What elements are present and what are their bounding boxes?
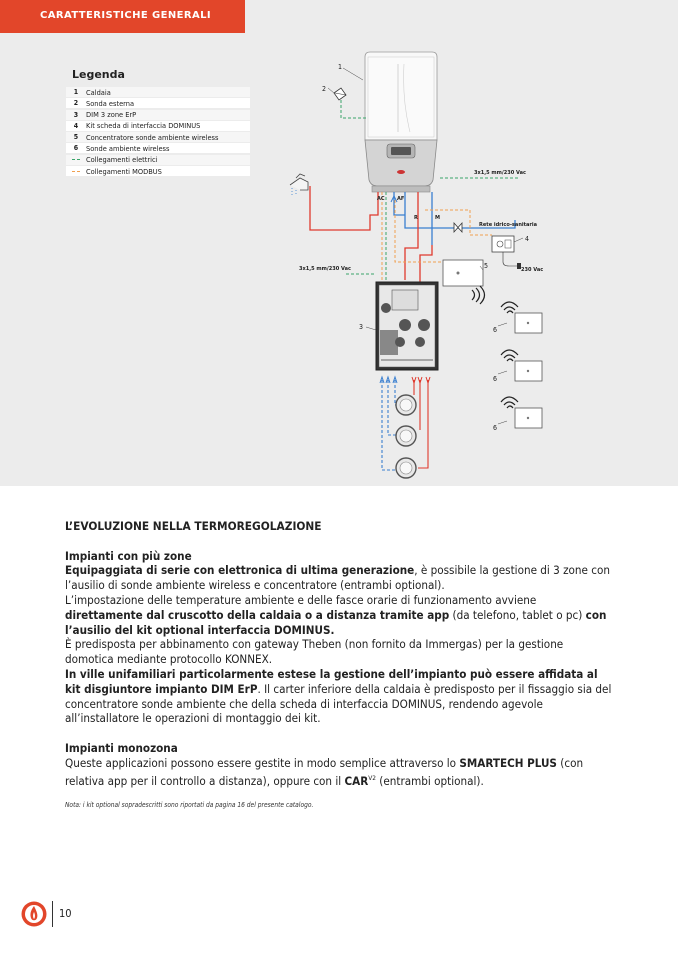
power-label-dominus: 230 Vac (521, 267, 544, 273)
zone-pipes (380, 377, 430, 478)
text-bold: CAR (344, 773, 369, 788)
page-number: 10 (59, 907, 72, 920)
callout-4: 4 (525, 235, 530, 243)
legend-label: Sonde ambiente wireless (86, 143, 170, 153)
text: L’impostazione delle temperature ambiente e delle fasce orarie di funzionamento avviene (65, 592, 537, 607)
multi-zone-heading: Impianti con più zone (65, 548, 192, 563)
legend-key: 3 (73, 110, 79, 119)
boiler-illustration (365, 52, 437, 192)
text: (da telefono, tablet o pc) (449, 607, 586, 622)
brand-logo-icon (21, 901, 47, 927)
footer-divider (52, 901, 53, 927)
ac-label: AC (377, 196, 385, 202)
multi-zone-paragraph-3: È predisposta per abbinamento con gateway Theben (non fornito da Immergas) per la gestione domotica mediante protocollo KONNEX. (65, 637, 564, 667)
legend-key: 1 (73, 88, 79, 96)
text-bold: con l’ausilio del kit optional interfaccia DOMINUS. (65, 607, 607, 637)
m-label: M (435, 215, 441, 221)
legend-key: 5 (73, 133, 79, 142)
text-bold: SMARTECH PLUS (459, 755, 557, 770)
power-label-boiler: 3x1,5 mm/230 Vac (474, 170, 526, 176)
legend-label: Collegamenti elettrici (86, 155, 158, 165)
text-bold: In ville unifamiliari particolarmente estese la gestione dell’impianto può essere affidata al kit disgiuntore impianto DIM ErP (65, 666, 598, 696)
legend-label: Kit scheda di interfaccia DOMINUS (86, 121, 201, 131)
article-title: L’EVOLUZIONE NELLA TERMOREGOLAZIONE (65, 519, 322, 533)
callout-3: 3 (359, 323, 364, 331)
callout-6: 6 (493, 424, 498, 432)
text: . Il carter inferiore della caldaia è predisposto per il fissaggio sia del concentratore sonde ambiente che della scheda di interfaccia DOMINUS, rendendo agevole all’installatore le operazioni di montaggio dei kit. (65, 681, 612, 726)
text: (entrambi optional). (375, 773, 484, 788)
callout-6: 6 (493, 326, 498, 334)
callout-5: 5 (484, 262, 489, 270)
mono-zone-paragraph (65, 756, 613, 788)
legend-label: Caldaia (86, 87, 111, 97)
af-label: AF (397, 196, 405, 202)
wireless-sensor (501, 397, 542, 428)
legend-label: Concentratore sonde ambiente wireless (86, 132, 219, 142)
multi-zone-paragraph-1 (65, 563, 613, 593)
legend-key: 4 (73, 121, 79, 130)
water-mains-label: Rete idrico-sanitaria (479, 222, 538, 228)
text-bold: direttamente dal cruscotto della caldaia o a distanza tramite app (65, 607, 450, 622)
concentrator-box (443, 260, 485, 304)
multi-zone-paragraph-2 (65, 593, 613, 637)
wireless-sensor (501, 350, 542, 381)
superscript: V2 (368, 773, 376, 782)
article-body (65, 519, 613, 788)
legend-label: Collegamenti MODBUS (86, 166, 162, 176)
multi-zone-paragraph-4 (65, 667, 613, 726)
text: Queste applicazioni possono essere gestite in modo semplice attraverso lo (65, 755, 460, 770)
text: (con relativa app per il controllo a distanza), oppure con il (65, 755, 584, 788)
legend-title: Legenda (72, 68, 125, 81)
callout-1: 1 (338, 63, 343, 71)
legend-label: Sonda esterna (86, 98, 135, 108)
outdoor-sensor (334, 88, 368, 118)
dim-module (376, 282, 438, 370)
r-label: R (414, 215, 418, 221)
legend-key: 6 (73, 144, 79, 153)
power-label-dim: 3x1,5 mm/230 Vac (299, 266, 351, 272)
text-bold: Equipaggiata di serie con elettronica di ultima generazione (65, 563, 415, 578)
legend-label: DIM 3 zone ErP (86, 110, 137, 120)
section-title: CARATTERISTICHE GENERALI (40, 10, 212, 21)
tap-icon (290, 174, 308, 196)
callout-2: 2 (322, 85, 327, 93)
callout-6: 6 (493, 375, 498, 383)
mono-zone-heading: Impianti monozona (65, 740, 178, 755)
wireless-sensor (501, 302, 542, 333)
legend-key: 2 (73, 99, 79, 108)
text: , è possibile la gestione di 3 zone con l’ausilio di sonde ambiente wireless e concentratore (entrambi optional). (65, 563, 611, 593)
footnote: Nota: i kit optional sopradescritti sono riportati da pagina 16 del presente catalogo. (65, 801, 314, 809)
